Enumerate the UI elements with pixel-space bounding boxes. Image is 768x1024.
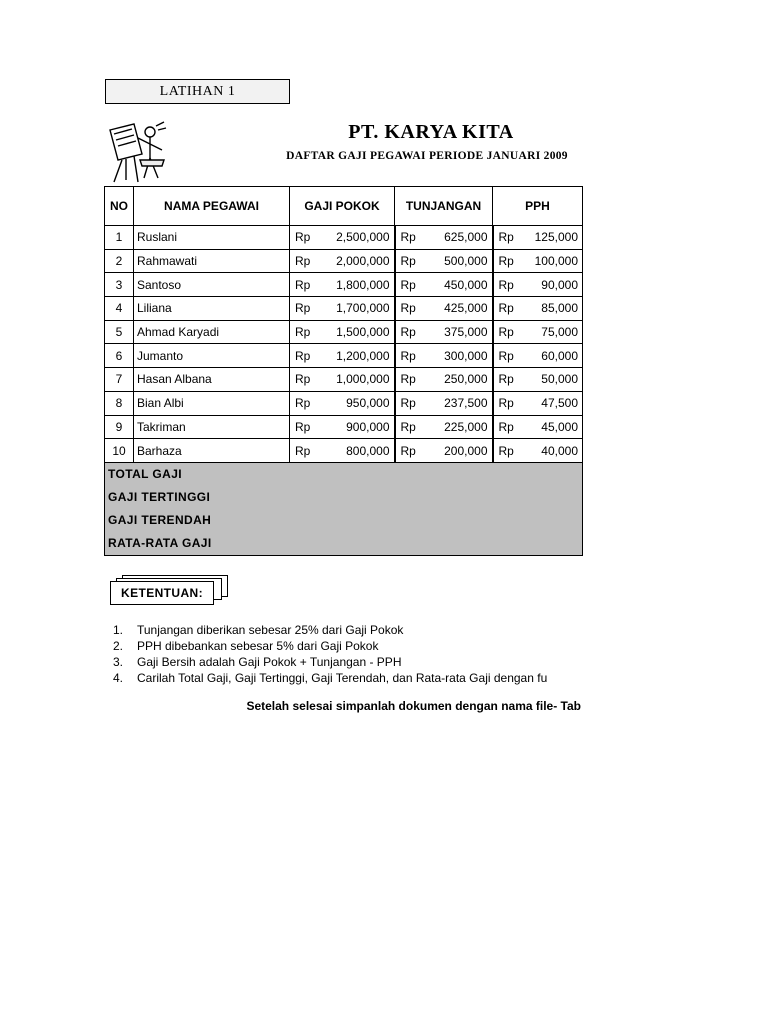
document-subtitle: DAFTAR GAJI PEGAWAI PERIODE JANUARI 2009	[286, 150, 568, 162]
currency-label: Rp	[295, 230, 311, 245]
currency-label: Rp	[400, 348, 416, 363]
cell-no[interactable]: 7	[105, 368, 134, 392]
summary-total-gaji[interactable]: TOTAL GAJI	[105, 462, 583, 486]
cell-tunjangan[interactable]	[395, 415, 493, 439]
cell-tunjangan[interactable]	[395, 368, 493, 392]
amount-value: 45,000	[541, 419, 578, 434]
table-row	[105, 273, 583, 297]
cell-gaji-pokok[interactable]	[290, 226, 395, 250]
list-item: 1. Tunjangan diberikan sebesar 25% dari Gaji Pokok	[113, 623, 404, 637]
summary-rata-rata-gaji[interactable]: RATA-RATA GAJI	[105, 532, 583, 556]
table-row	[105, 297, 583, 321]
cell-nama[interactable]: Santoso	[134, 273, 290, 297]
cell-gaji-pokok[interactable]	[290, 297, 395, 321]
currency-label: Rp	[295, 443, 311, 458]
cell-nama[interactable]: Rahmawati	[134, 249, 290, 273]
cell-no[interactable]: 2	[105, 249, 134, 273]
amount-value: 90,000	[541, 277, 578, 292]
column-header-nama: NAMA PEGAWAI	[134, 187, 290, 226]
cell-pph[interactable]	[493, 226, 583, 250]
summary-gaji-tertinggi[interactable]: GAJI TERTINGGI	[105, 486, 583, 509]
amount-value: 1,200,000	[336, 348, 390, 363]
currency-label: Rp	[295, 419, 311, 434]
amount-value: 625,000	[444, 230, 488, 245]
currency-label: Rp	[400, 230, 416, 245]
table-row	[105, 368, 583, 392]
amount-value: 950,000	[346, 396, 390, 411]
currency-label: Rp	[498, 254, 514, 269]
table-row	[105, 249, 583, 273]
column-header-no: NO	[105, 187, 134, 226]
ketentuan-label: KETENTUAN:	[110, 581, 214, 605]
amount-value: 900,000	[346, 419, 390, 434]
amount-value: 1,500,000	[336, 325, 390, 340]
cell-pph[interactable]	[493, 320, 583, 344]
currency-label: Rp	[295, 277, 311, 292]
cell-no[interactable]: 5	[105, 320, 134, 344]
currency-label: Rp	[400, 277, 416, 292]
amount-value: 800,000	[346, 443, 390, 458]
cell-pph[interactable]	[493, 391, 583, 415]
currency-label: Rp	[295, 301, 311, 316]
cell-no[interactable]: 4	[105, 297, 134, 321]
table-row	[105, 226, 583, 250]
table-row	[105, 391, 583, 415]
cell-tunjangan[interactable]	[395, 297, 493, 321]
currency-label: Rp	[498, 419, 514, 434]
list-item: 3. Gaji Bersih adalah Gaji Pokok + Tunjangan - PPH	[113, 655, 402, 669]
table-row	[105, 415, 583, 439]
amount-value: 60,000	[541, 348, 578, 363]
currency-label: Rp	[498, 230, 514, 245]
currency-label: Rp	[400, 443, 416, 458]
cell-gaji-pokok[interactable]	[290, 320, 395, 344]
currency-label: Rp	[400, 254, 416, 269]
cell-gaji-pokok[interactable]	[290, 391, 395, 415]
save-instruction: Setelah selesai simpanlah dokumen dengan nama file- Tab	[246, 699, 581, 713]
cell-no[interactable]: 6	[105, 344, 134, 368]
rules-list	[113, 622, 581, 686]
currency-label: Rp	[400, 325, 416, 340]
cell-tunjangan[interactable]	[395, 226, 493, 250]
amount-value: 100,000	[534, 254, 578, 269]
cell-pph[interactable]	[493, 415, 583, 439]
company-name: PT. KARYA KITA	[348, 121, 514, 143]
cell-tunjangan[interactable]	[395, 249, 493, 273]
amount-value: 50,000	[541, 372, 578, 387]
amount-value: 40,000	[541, 443, 578, 458]
cell-nama[interactable]: Barhaza	[134, 439, 290, 463]
table-header-row	[105, 187, 583, 226]
amount-value: 2,000,000	[336, 254, 390, 269]
cell-pph[interactable]	[493, 368, 583, 392]
currency-label: Rp	[295, 325, 311, 340]
currency-label: Rp	[498, 443, 514, 458]
cell-pph[interactable]	[493, 249, 583, 273]
amount-value: 237,500	[444, 396, 488, 411]
currency-label: Rp	[498, 301, 514, 316]
cell-gaji-pokok[interactable]	[290, 273, 395, 297]
currency-label: Rp	[295, 396, 311, 411]
currency-label: Rp	[400, 301, 416, 316]
cell-gaji-pokok[interactable]	[290, 344, 395, 368]
amount-value: 450,000	[444, 277, 488, 292]
cell-no[interactable]: 8	[105, 391, 134, 415]
salary-table	[104, 186, 583, 556]
column-header-gaji-pokok: GAJI POKOK	[290, 187, 395, 226]
currency-label: Rp	[498, 396, 514, 411]
currency-label: Rp	[295, 254, 311, 269]
amount-value: 1,000,000	[336, 372, 390, 387]
column-header-pph: PPH	[493, 187, 583, 226]
currency-label: Rp	[498, 277, 514, 292]
cell-tunjangan[interactable]	[395, 439, 493, 463]
currency-label: Rp	[400, 396, 416, 411]
amount-value: 47,500	[541, 396, 578, 411]
amount-value: 75,000	[541, 325, 578, 340]
currency-label: Rp	[498, 372, 514, 387]
cell-tunjangan[interactable]	[395, 273, 493, 297]
clipart-easel-presenter-icon	[104, 120, 170, 186]
cell-tunjangan[interactable]	[395, 344, 493, 368]
cell-no[interactable]: 1	[105, 226, 134, 250]
list-item: 4. Carilah Total Gaji, Gaji Tertinggi, Gaji Terendah, dan Rata-rata Gaji dengan fu	[113, 671, 548, 685]
cell-tunjangan[interactable]	[395, 320, 493, 344]
cell-pph[interactable]	[493, 439, 583, 463]
table-row	[105, 344, 583, 368]
exercise-label: LATIHAN 1	[105, 79, 290, 104]
cell-nama[interactable]: Hasan Albana	[134, 368, 290, 392]
cell-gaji-pokok[interactable]	[290, 368, 395, 392]
amount-value: 225,000	[444, 419, 488, 434]
amount-value: 500,000	[444, 254, 488, 269]
cell-nama[interactable]: Ruslani	[134, 226, 290, 250]
cell-nama[interactable]: Bian Albi	[134, 391, 290, 415]
currency-label: Rp	[498, 325, 514, 340]
cell-pph[interactable]	[493, 297, 583, 321]
cell-nama[interactable]: Jumanto	[134, 344, 290, 368]
cell-tunjangan[interactable]	[395, 391, 493, 415]
cell-pph[interactable]	[493, 344, 583, 368]
amount-value: 125,000	[534, 230, 578, 245]
summary-gaji-terendah[interactable]: GAJI TERENDAH	[105, 509, 583, 532]
cell-nama[interactable]: Ahmad Karyadi	[134, 320, 290, 344]
currency-label: Rp	[400, 372, 416, 387]
cell-nama[interactable]: Liliana	[134, 297, 290, 321]
currency-label: Rp	[400, 419, 416, 434]
cell-pph[interactable]	[493, 273, 583, 297]
cell-nama[interactable]: Takriman	[134, 415, 290, 439]
column-header-tunjangan: TUNJANGAN	[395, 187, 493, 226]
amount-value: 200,000	[444, 443, 488, 458]
amount-value: 1,800,000	[336, 277, 390, 292]
currency-label: Rp	[295, 348, 311, 363]
cell-no[interactable]: 10	[105, 439, 134, 463]
amount-value: 250,000	[444, 372, 488, 387]
currency-label: Rp	[498, 348, 514, 363]
cell-gaji-pokok[interactable]	[290, 439, 395, 463]
currency-label: Rp	[295, 372, 311, 387]
list-item: 2. PPH dibebankan sebesar 5% dari Gaji Pokok	[113, 639, 379, 653]
table-row	[105, 320, 583, 344]
amount-value: 425,000	[444, 301, 488, 316]
amount-value: 2,500,000	[336, 230, 390, 245]
table-row	[105, 439, 583, 463]
cell-gaji-pokok[interactable]	[290, 249, 395, 273]
amount-value: 300,000	[444, 348, 488, 363]
ketentuan-box	[110, 575, 230, 607]
cell-gaji-pokok[interactable]	[290, 415, 395, 439]
amount-value: 85,000	[541, 301, 578, 316]
cell-no[interactable]: 3	[105, 273, 134, 297]
amount-value: 375,000	[444, 325, 488, 340]
amount-value: 1,700,000	[336, 301, 390, 316]
cell-no[interactable]: 9	[105, 415, 134, 439]
